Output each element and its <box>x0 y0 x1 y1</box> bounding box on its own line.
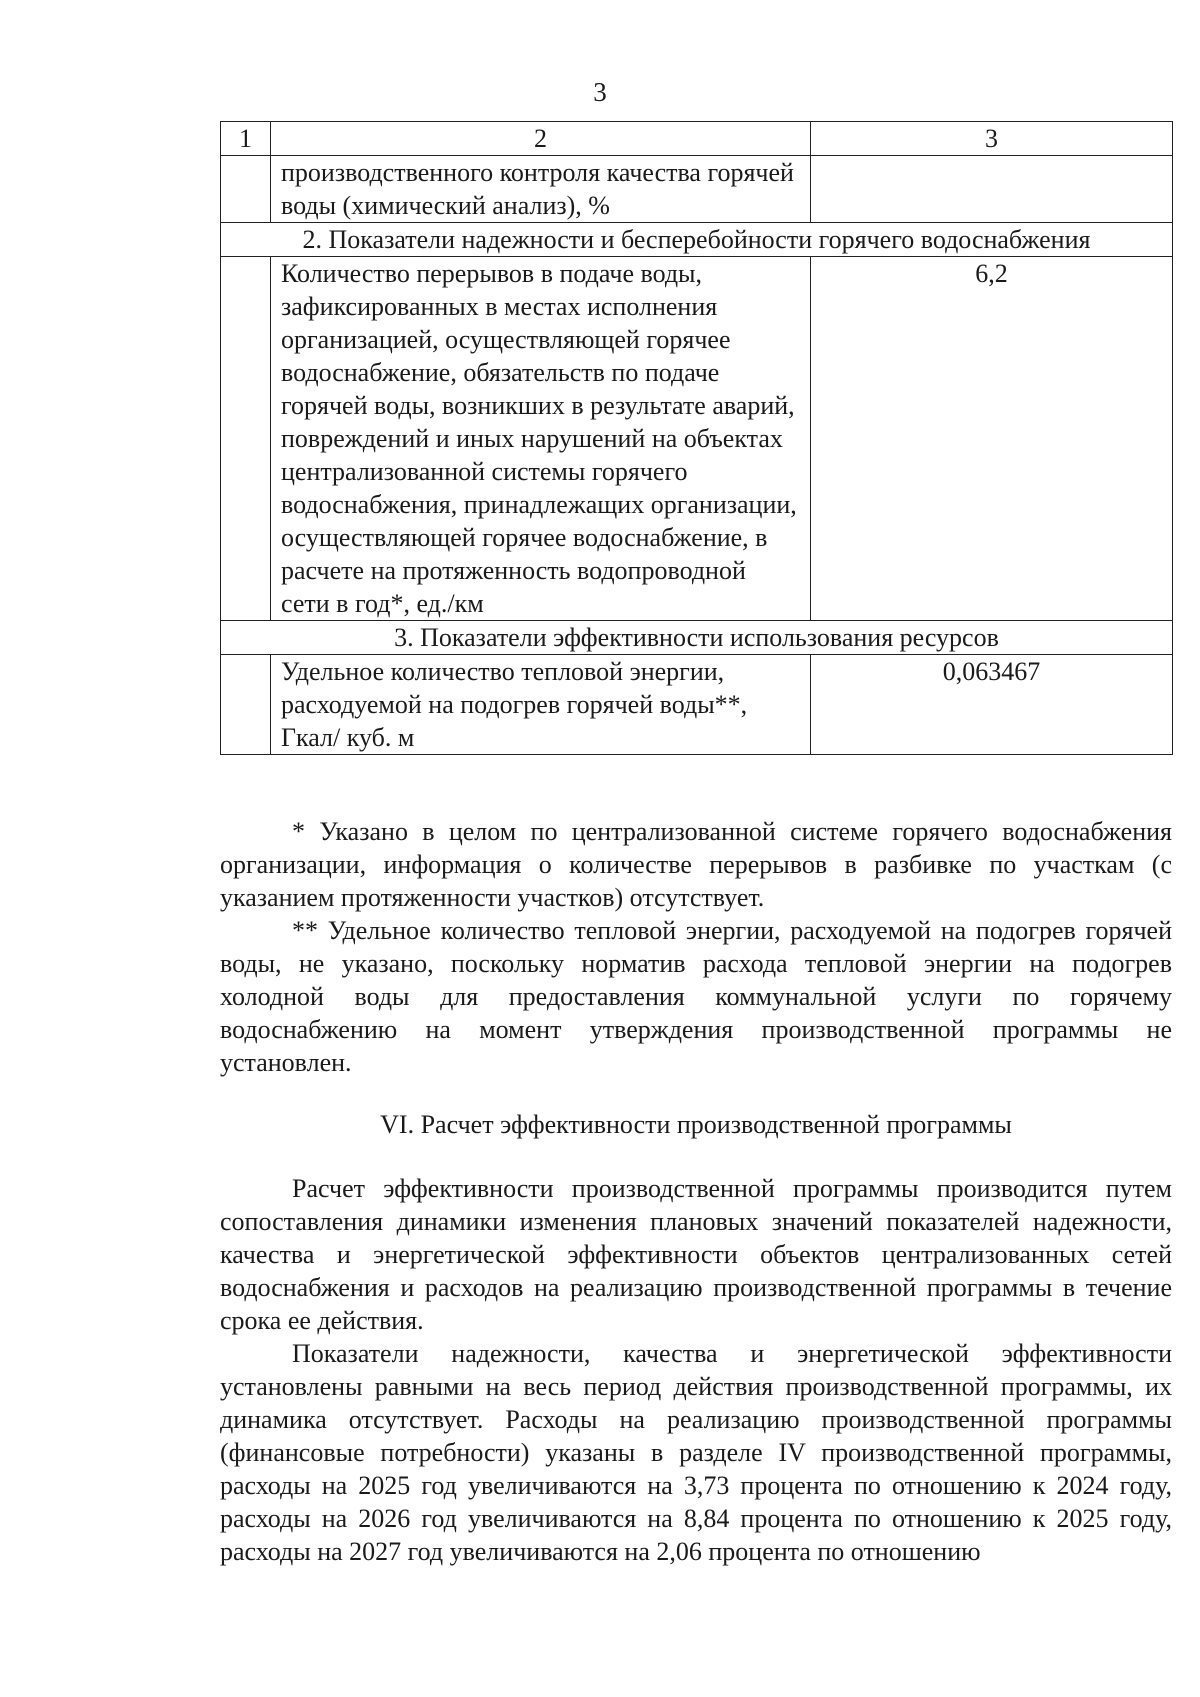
row-number-cell <box>221 156 271 223</box>
section2-title: 2. Показатели надежности и бесперебойности горячего водоснабжения <box>221 223 1173 257</box>
section-body <box>220 1172 1172 1568</box>
table-header-row <box>221 122 1173 156</box>
indicator-value-cell: 6,2 <box>811 257 1173 621</box>
table-row <box>221 257 1173 621</box>
indicator-name-cell: Количество перерывов в подаче воды, зафиксированных в местах исполнения организацией, осуществляющей горячее водоснабжение, обязательств по подаче горячей воды, возникших в результате аварий, повреждений и иных нарушений на объектах централизованной системы горячего водоснабжения, принадлежащих организации, осуществляющей горячее водоснабжение, в расчете на протяженность водопроводной сети в год*, ед./км <box>271 257 811 621</box>
section3-title: 3. Показатели эффективности использования ресурсов <box>221 621 1173 655</box>
section-title-row <box>221 621 1173 655</box>
footnote-1: * Указано в целом по централизованной системе горячего водоснабжения организации, информация о количестве перерывов в разбивке по участкам (с указанием протяженности участков) отсутствует. <box>220 817 1172 912</box>
header-cell-1: 1 <box>221 122 271 156</box>
indicator-value-cell: 0,063467 <box>811 655 1173 755</box>
table-row <box>221 156 1173 223</box>
header-cell-3: 3 <box>811 122 1173 156</box>
indicator-value-cell <box>811 156 1173 223</box>
page-number: 3 <box>593 77 607 107</box>
indicator-name-cell: производственного контроля качества горячей воды (химический анализ), % <box>271 156 811 223</box>
section-title-row <box>221 223 1173 257</box>
table-row <box>221 655 1173 755</box>
section-heading: VI. Расчет эффективности производственной программы <box>380 1110 1012 1139</box>
paragraph-2: Показатели надежности, качества и энергетической эффективности установлены равными на весь период действия производственной программы, их динамика отсутствует. Расходы на реализацию производственной программы (финансовые потребности) указаны в разделе IV производственной программы, расходы на 2025 год увеличиваются на 3,73 процента по отношению к 2024 году, расходы на 2026 год увеличиваются на 8,84 процента по отношению к 2025 году, расходы на 2027 год увеличиваются на 2,06 процента по отношению <box>220 1339 1172 1566</box>
row-number-cell <box>221 257 271 621</box>
indicators-table <box>220 121 1173 755</box>
footnotes <box>220 815 1172 1079</box>
indicator-name-cell: Удельное количество тепловой энергии, расходуемой на подогрев горячей воды**, Гкал/ куб. м <box>271 655 811 755</box>
paragraph-1: Расчет эффективности производственной программы производится путем сопоставления динамики изменения плановых значений показателей надежности, качества и энергетической эффективности объектов централизованных сетей водоснабжения и расходов на реализацию производственной программы в течение срока ее действия. <box>220 1174 1172 1335</box>
header-cell-2: 2 <box>271 122 811 156</box>
row-number-cell <box>221 655 271 755</box>
footnote-2: ** Удельное количество тепловой энергии, расходуемой на подогрев горячей воды, не указано, поскольку норматив расхода тепловой энергии на подогрев холодной воды для предоставления коммунальной услуги по горячему водоснабжению на момент утверждения производственной программы не установлен. <box>220 916 1172 1077</box>
